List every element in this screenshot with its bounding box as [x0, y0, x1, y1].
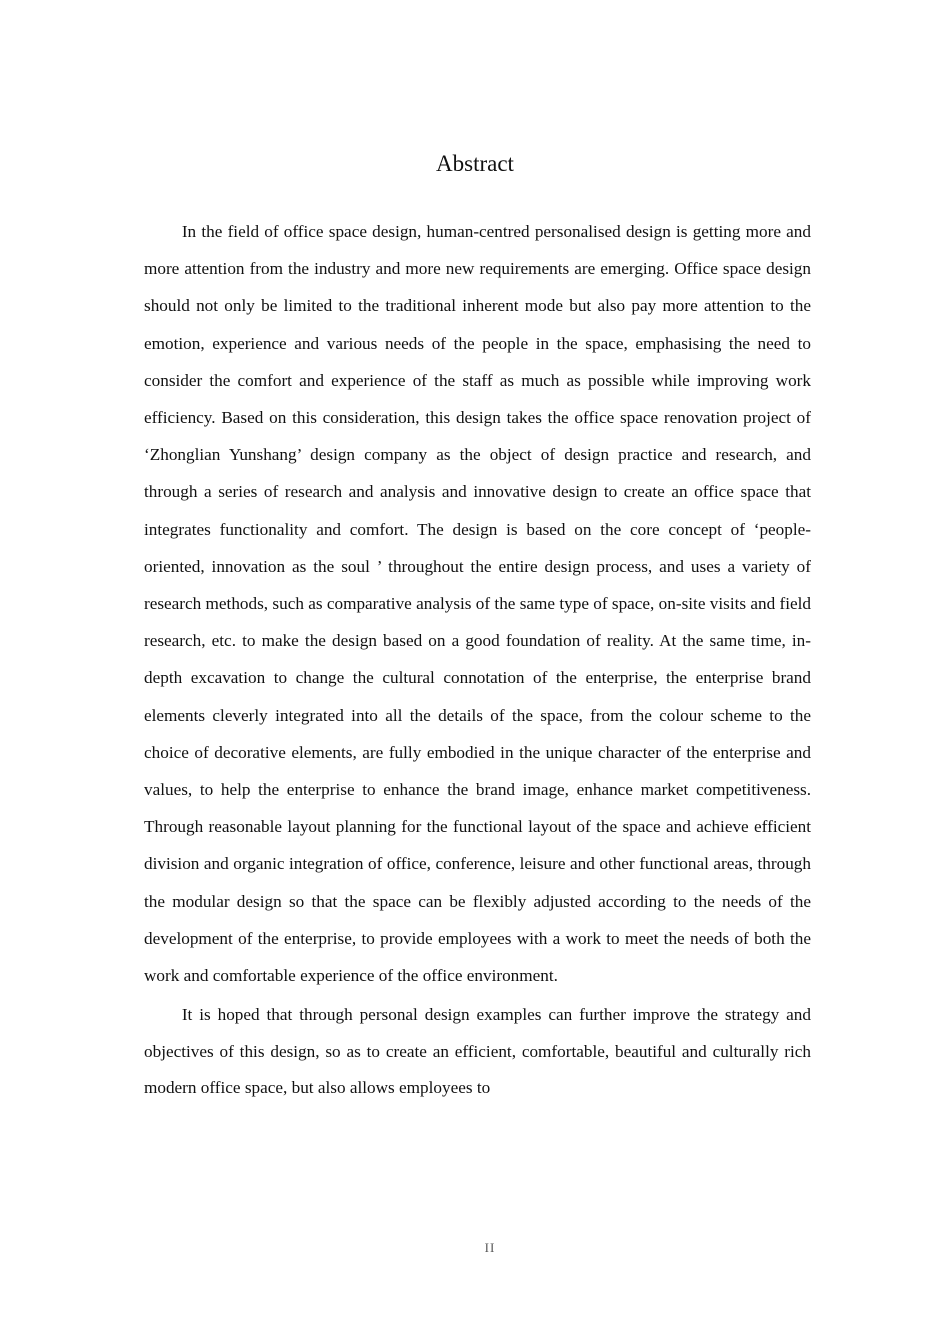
abstract-body	[144, 213, 811, 1107]
page-number: II	[484, 1240, 496, 1255]
abstract-paragraph-1: In the field of office space design, human-centred personalised design is getting more and more attention from the industry and more new requirements are emerging. Office space design should not only be limited to the traditional inherent mode but also pay more attention to the emotion, experience and various needs of the people in the space, emphasising the need to consider the comfort and experience of the staff as much as possible while improving work efficiency. Based on this consideration, this design takes the office space renovation project of ‘Zhonglian Yunshang’ design company as the object of design practice and research, and through a series of research and analysis and innovative design to create an office space that integrates functionality and comfort. The design is based on the core concept of ‘people-oriented, innovation as the soul ’ throughout the entire design process, and uses a variety of research methods, such as comparative analysis of the same type of space, on-site visits and field research, etc. to make the design based on a good foundation of reality. At the same time, in-depth excavation to change the cultural connotation of the enterprise, the enterprise brand elements cleverly integrated into all the details of the space, from the colour scheme to the choice of decorative elements, are fully embodied in the unique character of the enterprise and values, to help the enterprise to enhance the brand image, enhance market competitiveness. Through reasonable layout planning for the functional layout of the space and achieve efficient division and organic integration of office, conference, leisure and other functional areas, through the modular design so that the space can be flexibly adjusted according to the needs of the development of the enterprise, to provide employees with a work to meet the needs of both the work and comfortable experience of the office environment.	[144, 222, 811, 986]
abstract-paragraph-2: It is hoped that through personal design examples can further improve the strategy and objectives of this design, so as to create an efficient, comfortable, beautiful and culturally rich modern office space, but also allows employees to	[144, 1005, 811, 1098]
abstract-title: Abstract	[436, 151, 514, 176]
